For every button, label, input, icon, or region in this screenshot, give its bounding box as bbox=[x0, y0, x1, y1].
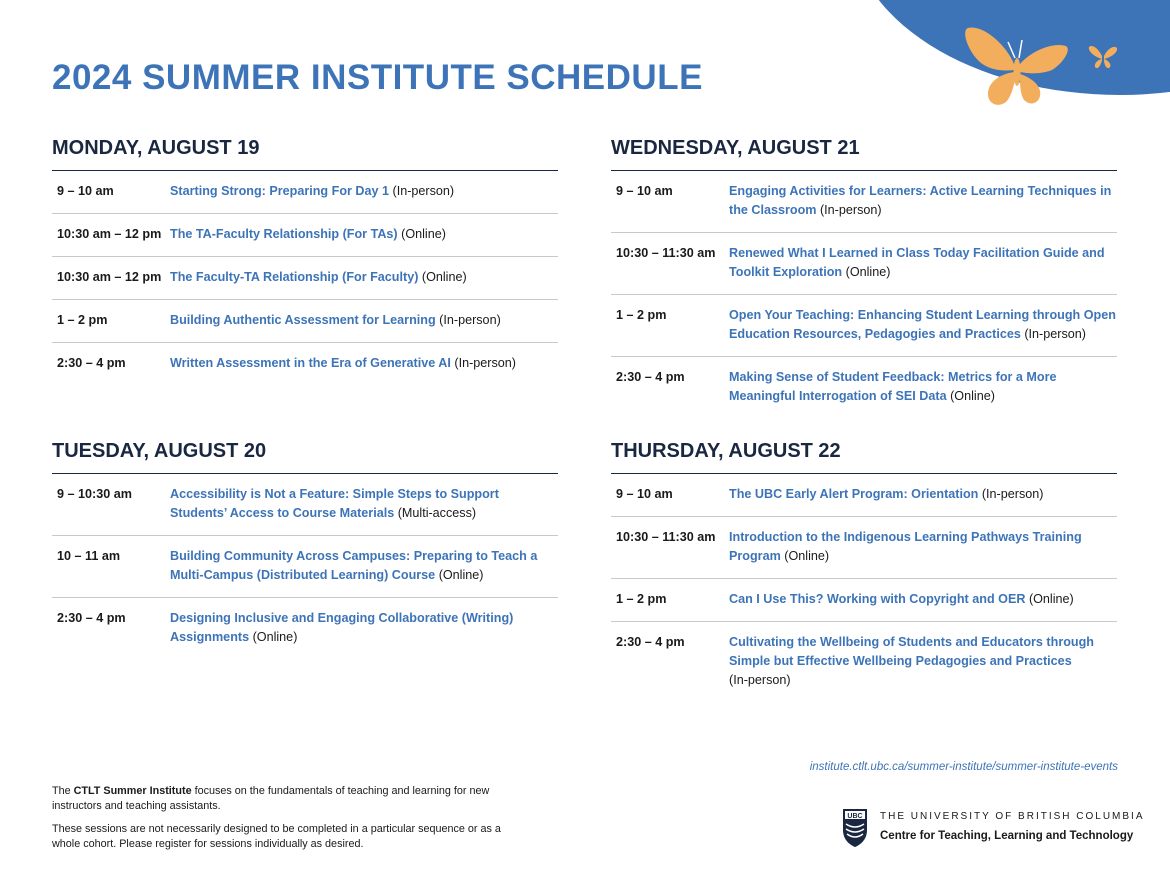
page-title: 2024 SUMMER INSTITUTE SCHEDULE bbox=[52, 58, 703, 97]
session-link[interactable]: The UBC Early Alert Program: Orientation bbox=[729, 487, 979, 501]
session-row bbox=[52, 214, 558, 257]
day-monday bbox=[52, 136, 558, 385]
session-link[interactable]: Written Assessment in the Era of Generative AI bbox=[170, 356, 451, 370]
session-time: 1 – 2 pm bbox=[57, 313, 108, 327]
session-row bbox=[52, 300, 558, 343]
session-time: 2:30 – 4 pm bbox=[616, 370, 685, 384]
butterfly-icon bbox=[962, 24, 1072, 110]
session-mode: (In-person) bbox=[454, 356, 516, 370]
session-mode: (Online) bbox=[784, 549, 830, 563]
session-mode: (In-person) bbox=[439, 313, 501, 327]
footer-intro-the: The bbox=[52, 785, 71, 797]
session-row bbox=[52, 257, 558, 300]
session-row bbox=[52, 474, 558, 536]
day-title: TUESDAY, AUGUST 20 bbox=[52, 439, 558, 474]
session-mode: (Online) bbox=[421, 270, 467, 284]
session-row bbox=[52, 598, 558, 659]
session-row bbox=[52, 171, 558, 214]
session-link[interactable]: Cultivating the Wellbeing of Students and Educators through Simple but Effective Wellbeing Pedagogies and Practices bbox=[729, 635, 1094, 668]
session-mode: (Online) bbox=[845, 265, 891, 279]
session-mode: (In-person) bbox=[729, 673, 791, 687]
session-row bbox=[611, 474, 1117, 517]
session-time: 10:30 am – 12 pm bbox=[57, 227, 162, 241]
session-row bbox=[611, 295, 1117, 357]
footer-note: These sessions are not necessarily designed to be completed in a particular sequence or as a whole cohort. Please register for sessions individually as desired. bbox=[52, 823, 501, 850]
session-mode: (In-person) bbox=[392, 184, 455, 198]
session-row bbox=[611, 171, 1117, 233]
session-time: 10:30 – 11:30 am bbox=[616, 246, 716, 260]
session-time: 1 – 2 pm bbox=[616, 308, 667, 322]
session-link[interactable]: The TA-Faculty Relationship (For TAs) bbox=[170, 227, 398, 241]
centre-name: Centre for Teaching, Learning and Technology bbox=[880, 830, 1134, 842]
session-mode: (In-person) bbox=[981, 487, 1044, 501]
session-row bbox=[52, 343, 558, 385]
session-mode: (Online) bbox=[252, 630, 298, 644]
session-link[interactable]: Open Your Teaching: Enhancing Student Learning through Open Education Resources, Pedagogies and Practices bbox=[729, 308, 1116, 341]
session-row bbox=[52, 536, 558, 598]
day-thursday bbox=[611, 439, 1117, 702]
session-mode: (In-person) bbox=[819, 203, 882, 217]
session-mode: (Online) bbox=[1028, 592, 1074, 606]
session-mode: (Online) bbox=[401, 227, 446, 241]
crest-text: UBC bbox=[847, 813, 863, 820]
university-name: THE UNIVERSITY OF BRITISH COLUMBIA bbox=[880, 811, 1145, 822]
session-link[interactable]: Engaging Activities for Learners: Active Learning Techniques in the Classroom bbox=[729, 184, 1112, 217]
butterfly-icon bbox=[1088, 44, 1118, 70]
session-link[interactable]: Starting Strong: Preparing For Day 1 bbox=[170, 184, 390, 198]
session-link[interactable]: Making Sense of Student Feedback: Metrics for a More Meaningful Interrogation of SEI Data bbox=[729, 370, 1057, 403]
session-time: 9 – 10 am bbox=[57, 184, 114, 198]
day-title: WEDNESDAY, AUGUST 21 bbox=[611, 136, 1117, 171]
footer-notes bbox=[52, 784, 522, 860]
session-time: 1 – 2 pm bbox=[616, 592, 667, 606]
day-title: MONDAY, AUGUST 19 bbox=[52, 136, 558, 171]
day-title: THURSDAY, AUGUST 22 bbox=[611, 439, 1117, 474]
footer-intro bbox=[52, 784, 522, 814]
session-link[interactable]: Can I Use This? Working with Copyright and OER bbox=[729, 592, 1026, 606]
session-time: 2:30 – 4 pm bbox=[57, 611, 126, 625]
session-time: 2:30 – 4 pm bbox=[616, 635, 685, 649]
session-row bbox=[611, 357, 1117, 418]
footer-intro-rest: focuses on the fundamentals of teaching and learning for new instructors and teaching assistants. bbox=[52, 785, 490, 812]
session-link[interactable]: Introduction to the Indigenous Learning Pathways Training Program bbox=[729, 530, 1082, 563]
session-link[interactable]: Accessibility is Not a Feature: Simple Steps to Support Students’ Access to Course Materials bbox=[170, 487, 499, 520]
session-row bbox=[611, 579, 1117, 622]
events-url-link[interactable]: institute.ctlt.ubc.ca/summer-institute/summer-institute-events bbox=[809, 761, 1118, 773]
session-time: 9 – 10 am bbox=[616, 487, 673, 501]
session-link[interactable]: Designing Inclusive and Engaging Collaborative (Writing) Assignments bbox=[170, 611, 514, 644]
session-time: 10 – 11 am bbox=[57, 549, 121, 563]
day-wednesday bbox=[611, 136, 1117, 418]
session-row bbox=[611, 622, 1117, 702]
session-mode: (Online) bbox=[438, 568, 484, 582]
session-time: 10:30 – 11:30 am bbox=[616, 530, 716, 544]
session-link[interactable]: Renewed What I Learned in Class Today Facilitation Guide and Toolkit Exploration bbox=[729, 246, 1105, 279]
session-link[interactable]: Building Community Across Campuses: Preparing to Teach a Multi-Campus (Distributed Learning) Course bbox=[170, 549, 538, 582]
session-time: 9 – 10 am bbox=[616, 184, 673, 198]
day-tuesday bbox=[52, 439, 558, 659]
session-time: 9 – 10:30 am bbox=[57, 487, 132, 501]
session-row bbox=[611, 517, 1117, 579]
ubc-logo bbox=[842, 808, 1145, 848]
session-time: 10:30 am – 12 pm bbox=[57, 270, 162, 284]
footer-intro-bold: CTLT Summer Institute bbox=[73, 785, 192, 797]
session-time: 2:30 – 4 pm bbox=[57, 356, 126, 370]
session-link[interactable]: The Faculty-TA Relationship (For Faculty) bbox=[170, 270, 419, 284]
session-mode: (In-person) bbox=[1024, 327, 1086, 341]
session-link[interactable]: Building Authentic Assessment for Learning bbox=[170, 313, 436, 327]
ubc-crest-icon bbox=[842, 808, 868, 848]
session-mode: (Multi-access) bbox=[397, 506, 477, 520]
session-mode: (Online) bbox=[950, 389, 995, 403]
session-row bbox=[611, 233, 1117, 295]
